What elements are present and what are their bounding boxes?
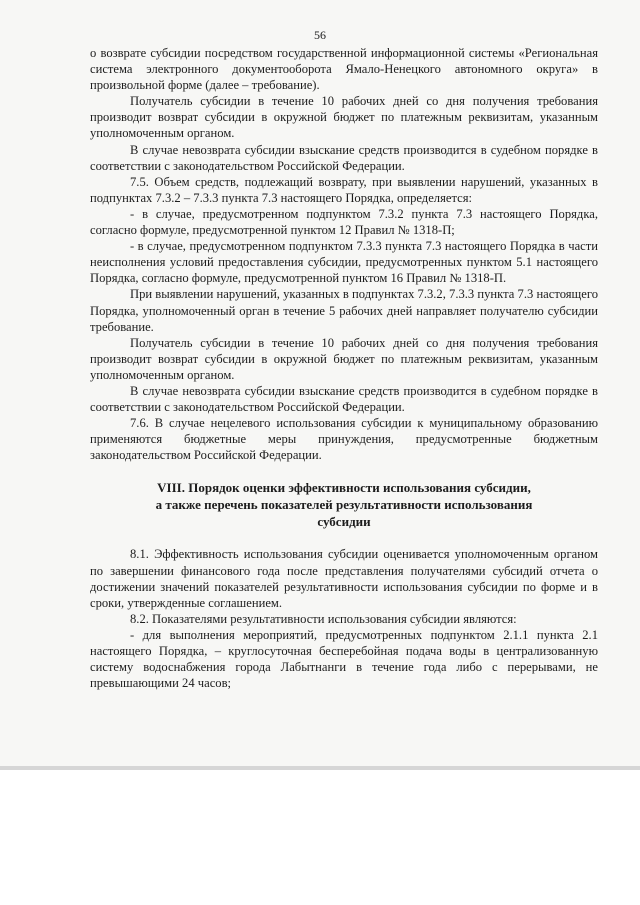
paragraph: В случае невозврата субсидии взыскание средств производится в судебном порядке в соответствии с законодательством Российской Федерации. [90, 383, 598, 415]
section-heading-line: а также перечень показателей результативности использования [155, 497, 533, 513]
paragraph: о возврате субсидии посредством государственной информационной системы «Региональная система электронного документооборота Ямало-Ненецкого автономного округа» в произвольной форме (далее – требование). [90, 46, 598, 93]
paragraph: - в случае, предусмотренном подпунктом 7.3.2 пункта 7.3 настоящего Порядка, согласно формуле, предусмотренной пунктом 12 Правил № 1318-П; [90, 206, 598, 238]
paragraph: В случае невозврата субсидии взыскание средств производится в судебном порядке в соответствии с законодательством Российской Федерации. [90, 142, 598, 173]
page-number: 56 [314, 28, 326, 42]
paragraph: Получатель субсидии в течение 10 рабочих дней со дня получения требования производит возврат субсидии в окружной бюджет по платежным реквизитам, указанным уполномоченным органом. [90, 335, 598, 382]
paragraph: 7.6. В случае нецелевого использования субсидии к муниципальному образованию применяются бюджетные меры принуждения, предусмотренные бюджетным законодательством Российской Федерации. [90, 416, 598, 463]
paragraph: При выявлении нарушений, указанных в подпунктах 7.3.2, 7.3.3 пункта 7.3 настоящего Порядка, уполномоченный орган в течение 5 рабочих дней направляет получателю субсидии требование. [90, 287, 598, 334]
paragraph: - в случае, предусмотренном подпунктом 7.3.3 пункта 7.3 настоящего Порядка в части неисполнения условий предоставления субсидии, предусмотренных пунктом 5.1 настоящего Порядка, согласно формуле, предусмотренной пунктом 16 Правил № 1318-П. [90, 239, 598, 286]
paragraph: Получатель субсидии в течение 10 рабочих дней со дня получения требования производит возврат субсидии в окружной бюджет по платежным реквизитам, указанным уполномоченным органом. [90, 94, 598, 141]
paragraph: 8.1. Эффективность использования субсидии оценивается уполномоченным органом по завершении финансового года после представления получателями субсидий отчета о достижении значений показателей результативности использования субсидии по форме и в сроки, утвержденные соглашением. [90, 547, 598, 610]
section-heading-line: VIII. Порядок оценки эффективности использования субсидии, [157, 480, 531, 496]
paragraph: 7.5. Объем средств, подлежащий возврату, при выявлении нарушений, указанных в подпунктах 7.3.2 – 7.3.3 пункта 7.3 настоящего Порядка, определяется: [90, 174, 598, 205]
section-heading-line: субсидии [317, 514, 371, 530]
paragraph: - для выполнения мероприятий, предусмотренных подпунктом 2.1.1 пункта 2.1 настоящего Порядка, – круглосуточная бесперебойная подача воды в централизованную систему водоснабжения города Лабытнанги в течение года либо с перерывами, не превышающими 24 часов; [90, 627, 598, 691]
scan-bottom-edge [0, 766, 640, 770]
document-body [90, 45, 598, 691]
paragraph: 8.2. Показателями результативности использования субсидии являются: [130, 611, 517, 626]
section-heading [90, 479, 598, 530]
